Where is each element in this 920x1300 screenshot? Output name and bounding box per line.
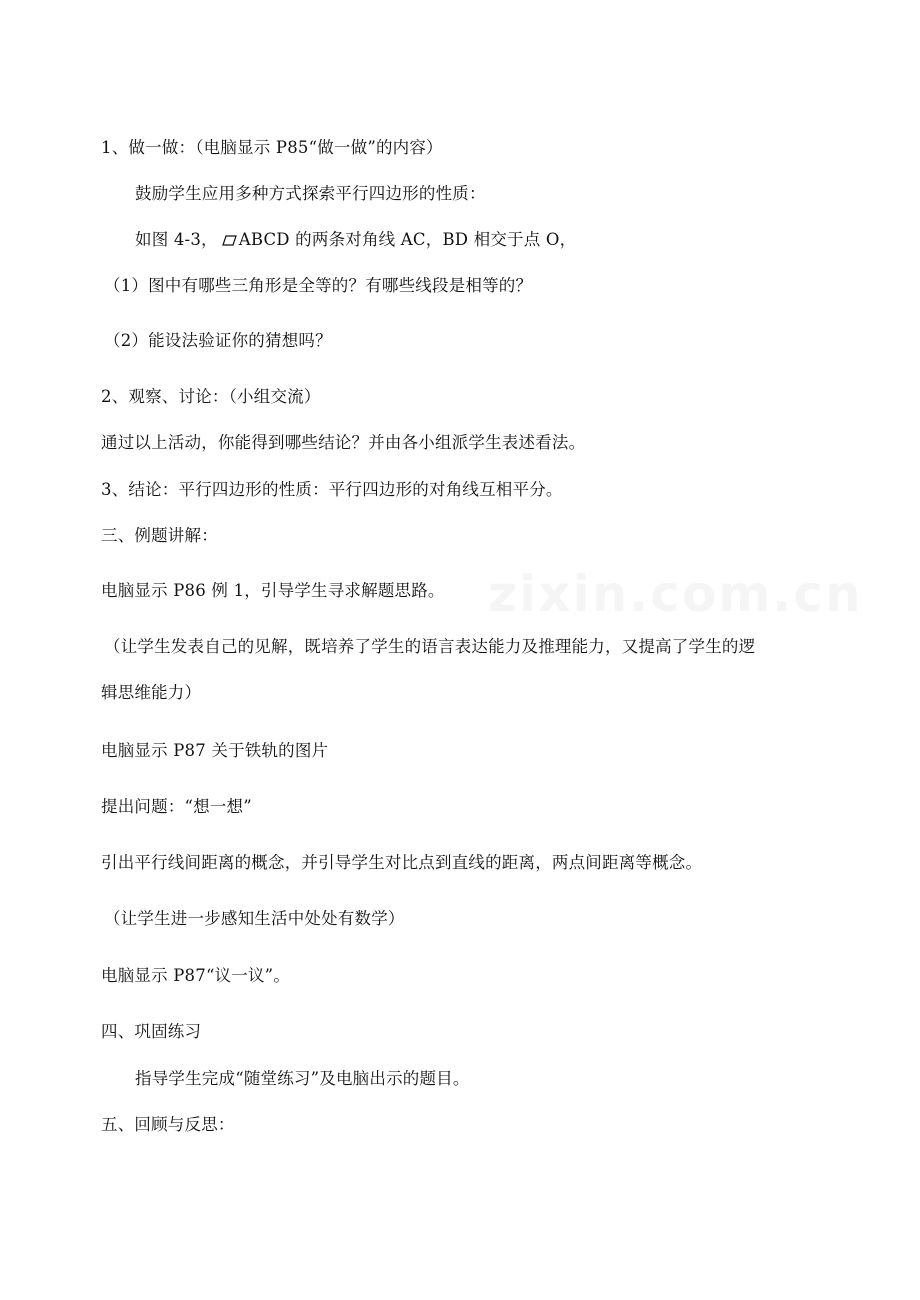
figure-text: ABCD 的两条对角线 AC，BD 相交于点 O，	[238, 230, 577, 249]
parallelogram-icon	[222, 235, 237, 246]
text-practice-guide: 指导学生完成“随堂练习”及电脑出示的题目。	[135, 1069, 470, 1088]
text-student-opinion: （让学生发表自己的见解，既培养了学生的语言表达能力及推理能力，又提高了学生的逻	[104, 637, 756, 656]
text-conclusions: 通过以上活动，你能得到哪些结论？并由各小组派学生表述看法。	[101, 433, 586, 452]
section-3-conclusion: 3、结论：平行四边形的性质：平行四边形的对角线互相平分。	[101, 480, 563, 499]
section-2-heading: 2、观察、讨论：（小组交流）	[101, 387, 321, 406]
text-think-question: 提出问题：“想一想”	[101, 797, 252, 816]
text-encourage-students: 鼓励学生应用多种方式探索平行四边形的性质：	[135, 184, 486, 203]
watermark: zixin.com.cn	[488, 565, 863, 623]
figure-prefix: 如图 4-3，	[135, 230, 218, 249]
section-1-heading: 1、做一做：（电脑显示 P85“做一做”的内容）	[101, 138, 443, 157]
text-parallel-distance: 引出平行线间距离的概念，并引导学生对比点到直线的距离，两点间距离等概念。	[101, 853, 703, 872]
section-practice-heading: 四、巩固练习	[101, 1022, 202, 1041]
text-discuss: 电脑显示 P87“议一议”。	[101, 966, 291, 985]
text-logic-ability: 辑思维能力）	[101, 683, 202, 702]
section-examples-heading: 三、例题讲解：	[101, 526, 218, 545]
question-2: （2）能设法验证你的猜想吗？	[104, 331, 332, 350]
text-example-1: 电脑显示 P86 例 1，引导学生寻求解题思路。	[101, 581, 445, 600]
text-rail-picture: 电脑显示 P87 关于铁轨的图片	[101, 741, 329, 760]
text-math-everywhere: （让学生进一步感知生活中处处有数学）	[104, 909, 405, 928]
section-review-heading: 五、回顾与反思：	[101, 1115, 235, 1134]
text-figure-4-3	[135, 229, 576, 251]
question-1: （1）图中有哪些三角形是全等的？有哪些线段是相等的？	[104, 276, 533, 295]
